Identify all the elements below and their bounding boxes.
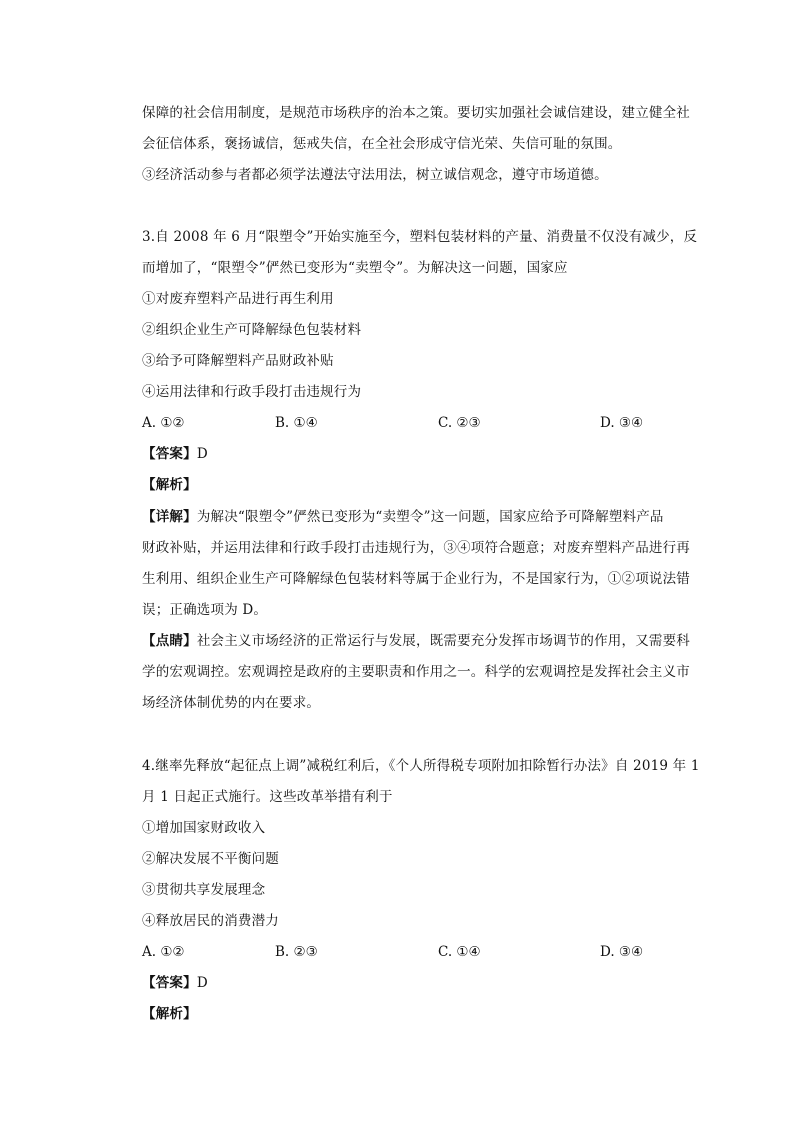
q3-detail-line-4: 误；正确选项为 D。 bbox=[142, 602, 268, 618]
q3-tip-line-3: 场经济体制优势的内在要求。 bbox=[142, 695, 321, 711]
q3-item-4: ④运用法律和行政手段打击违规行为 bbox=[142, 384, 362, 400]
q3-tip-line-2: 学的宏观调控。宏观调控是政府的主要职责和作用之一。科学的宏观调控是发挥社会主义市 bbox=[142, 664, 690, 680]
q3-stem-line-2: 而增加了，“限塑令”俨然已变形为“卖塑令”。为解决这一问题，国家应 bbox=[142, 260, 568, 276]
q3-tip-label: 【点睛】 bbox=[142, 633, 197, 649]
q4-item-1: ①增加国家财政收入 bbox=[142, 820, 266, 836]
q4-item-2: ②解决发展不平衡问题 bbox=[142, 851, 279, 867]
q3-answer-label: 【答案】 bbox=[142, 446, 197, 462]
intro-line-1: 保障的社会信用制度，是规范市场秩序的治本之策。要切实加强社会诚信建设，建立健全社 bbox=[142, 105, 690, 121]
q3-item-2: ②组织企业生产可降解绿色包装材料 bbox=[142, 322, 362, 338]
q3-detail-text-1: 为解决“限塑令”俨然已变形为“卖塑令”这一问题，国家应给予可降解塑料产品 bbox=[196, 509, 664, 525]
q3-stem-line-1: 3.自 2008 年 6 月“限塑令”开始实施至今，塑料包装材料的产量、消费量不仅没有减少，反 bbox=[142, 229, 698, 245]
q3-item-3: ③给予可降解塑料产品财政补贴 bbox=[142, 353, 334, 369]
q4-answer bbox=[142, 973, 662, 993]
q4-option-a: A. ①② bbox=[142, 944, 185, 960]
q3-detail-line-2: 财政补贴，并运用法律和行政手段打击违规行为，③④项符合题意；对废弃塑料产品进行再 bbox=[142, 540, 690, 556]
q4-option-c: C. ①④ bbox=[438, 944, 481, 960]
q4-item-3: ③贯彻共享发展理念 bbox=[142, 882, 266, 898]
q4-answer-value: D bbox=[196, 975, 208, 991]
q3-answer-value: D bbox=[196, 446, 208, 462]
q3-detail-label: 【详解】 bbox=[142, 509, 197, 525]
q4-option-d: D. ③④ bbox=[600, 944, 644, 960]
q3-option-a: A. ①② bbox=[142, 415, 185, 431]
q4-stem-line-1: 4.继率先释放“起征点上调”减税红利后，《个人所得税专项附加扣除暂行办法》自 2019 年 1 bbox=[142, 758, 700, 774]
q3-item-1: ①对废弃塑料产品进行再生利用 bbox=[142, 291, 334, 307]
q3-option-b: B. ①④ bbox=[275, 415, 318, 431]
q3-detail-line-3: 生利用、组织企业生产可降解绿色包装材料等属于企业行为，不是国家行为，①②项说法错 bbox=[142, 571, 690, 587]
intro-line-2: 会征信体系，褒扬诚信，惩戒失信，在全社会形成守信光荣、失信可耻的氛围。 bbox=[142, 136, 622, 152]
q4-item-4: ④释放居民的消费潜力 bbox=[142, 913, 279, 929]
q3-tip-line-1 bbox=[142, 631, 691, 651]
q4-answer-label: 【答案】 bbox=[142, 975, 197, 991]
q3-option-c: C. ②③ bbox=[438, 415, 481, 431]
q3-analysis-label: 【解析】 bbox=[142, 477, 197, 493]
q4-option-b: B. ②③ bbox=[275, 944, 318, 960]
intro-line-3: ③经济活动参与者都必须学法遵法守法用法，树立诚信观念，遵守市场道德。 bbox=[142, 167, 608, 183]
q3-detail-line-1 bbox=[142, 507, 662, 527]
q4-stem-line-2: 月 1 日起正式施行。这些改革举措有利于 bbox=[142, 789, 393, 805]
q4-analysis-label: 【解析】 bbox=[142, 1006, 197, 1022]
q3-answer bbox=[142, 444, 662, 464]
q3-tip-text-1: 社会主义市场经济的正常运行与发展，既需要充分发挥市场调节的作用，又需要科 bbox=[196, 633, 691, 649]
q3-option-d: D. ③④ bbox=[600, 415, 644, 431]
